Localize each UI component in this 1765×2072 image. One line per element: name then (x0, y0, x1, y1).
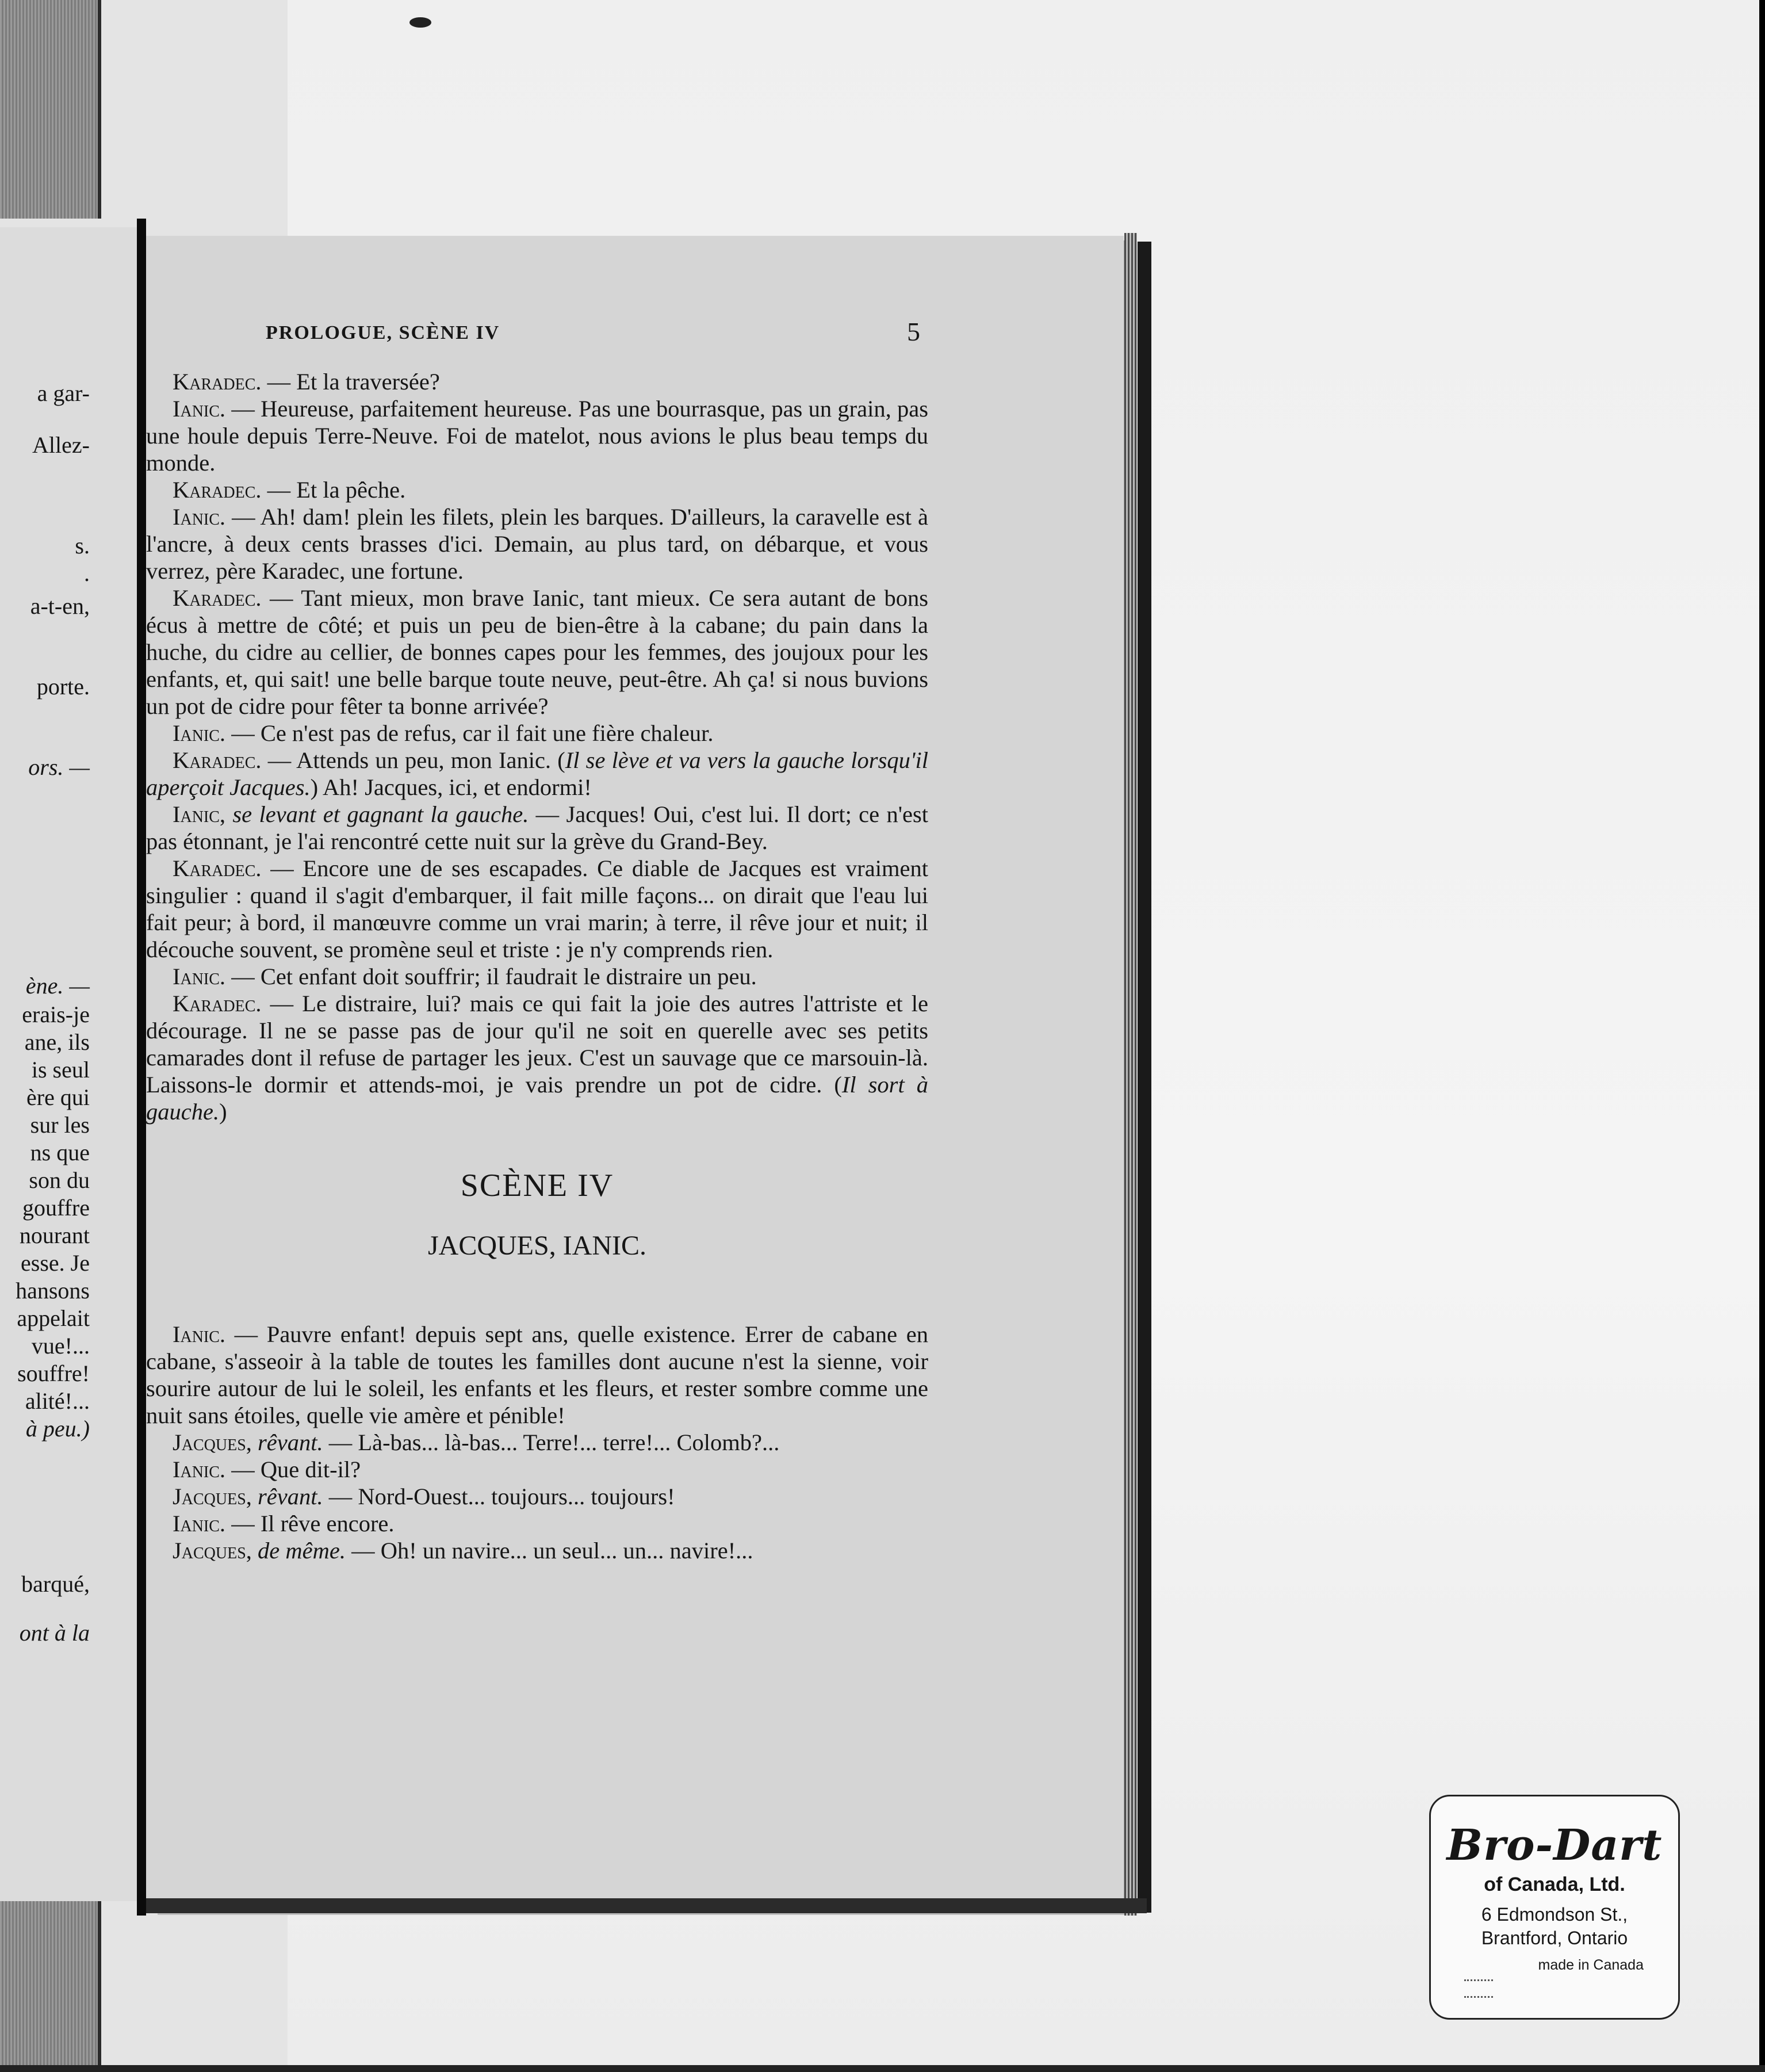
label-company: of Canada, Ltd. (1484, 1874, 1625, 1895)
scan-edge (0, 2065, 1765, 2072)
dialogue-paragraph (146, 855, 928, 963)
stage-direction: Il sort à gauche. (146, 1072, 928, 1125)
speech: — Et la pêche. (261, 477, 406, 503)
union-mark-icon (1464, 1979, 1493, 1998)
speaker: Ianic. (173, 1511, 226, 1536)
dialogue-paragraph (146, 584, 928, 720)
dialogue-paragraph (146, 395, 928, 476)
running-head (266, 317, 921, 346)
dialogue-paragraph (146, 1537, 928, 1564)
speaker: Ianic. (173, 720, 226, 746)
speaker: Ianic. (173, 1456, 226, 1482)
bro-dart-label (1429, 1795, 1680, 2020)
speech: — Attends un peu, mon Ianic. ( (261, 747, 565, 773)
speech: — Que dit-il? (225, 1456, 361, 1482)
left-line: sur les (30, 1112, 90, 1138)
speech: — Tant mieux, mon brave Ianic, tant mieux. Ce sera autant de bons écus à mettre de côté; et puis un peu de bien-être à la cabane; du pain dans la huche, du cidre au cellier, de bonnes capes pour les femmes, des joujoux pour les enfants, et, qui sait! une belle barque toute neuve, peut-être. Ah ça! si nous buvions un pot de cidre pour fêter ta bonne arrivée? (146, 585, 928, 719)
dialogue-paragraph (146, 963, 928, 990)
stage-direction: de même. (251, 1538, 346, 1563)
speech-continued: ) (219, 1099, 227, 1125)
scene-characters: JACQUES, IANIC. (427, 1230, 646, 1261)
dialogue-paragraph (146, 1429, 928, 1456)
speaker: Karadec. (173, 855, 262, 881)
label-made-in: made in Canada (1538, 1957, 1644, 1973)
book-cover-bottom (146, 1898, 1147, 1913)
speaker: Jacques, (173, 1429, 252, 1455)
speaker: Karadec. (173, 477, 262, 503)
speech: — Oh! un navire... un seul... un... navire!... (345, 1538, 753, 1563)
speaker: Ianic. (173, 504, 226, 530)
left-line: gouffre (22, 1195, 90, 1221)
left-line: esse. Je (21, 1250, 90, 1276)
speaker: Karadec. (173, 991, 262, 1016)
book-cover-edge (1138, 242, 1151, 1913)
left-line: s. (75, 533, 90, 559)
left-line: . (84, 560, 90, 586)
previous-page (0, 227, 137, 1901)
speech: — Le distraire, lui? mais ce qui fait la joie des autres l'attriste et le décourage. Il ne se passe pas de jour qu'il ne soit en querelle avec ses petits camarades dont il refuse de partager les jeux. C'est un sauvage que ce marsouin-là. Laissons-le dormir et attends-moi, je vais prendre un pot de cidre. ( (146, 991, 928, 1098)
left-line: ors. — (28, 754, 90, 780)
left-line: appelait (17, 1305, 90, 1331)
speaker: Karadec. (173, 369, 262, 395)
speech: — Pauvre enfant! depuis sept ans, quelle existence. Errer de cabane en cabane, s'asseoir à la table de toutes les familles dont aucune n'est la sienne, voir sourire autour de lui le soleil, les enfants et les fleurs, et rester sombre comme une nuit sans étoiles, quelle vie amère et pénible! (146, 1321, 928, 1428)
speech: — Heureuse, parfaitement heureuse. Pas une bourrasque, pas un grain, pas une houle depuis Terre-Neuve. Foi de matelot, nous avions le plus beau temps du monde. (146, 396, 928, 476)
left-line: son du (29, 1167, 90, 1193)
left-line: ane, ils (24, 1029, 90, 1055)
left-line: à peu.) (25, 1416, 90, 1442)
left-line: ène. — (25, 973, 90, 999)
speech: — Nord-Ouest... toujours... toujours! (323, 1484, 675, 1509)
scan-edge-right (1759, 0, 1765, 2065)
binding-cloth-top (0, 0, 101, 219)
speaker: Jacques, (173, 1484, 252, 1509)
speaker: Jacques, (173, 1538, 252, 1563)
dialogue-paragraph (146, 1483, 928, 1510)
left-line: Allez- (32, 432, 90, 458)
text-block (146, 368, 928, 1564)
dialogue-paragraph (146, 368, 928, 395)
speech: — Il rêve encore. (225, 1511, 395, 1536)
left-line: erais-je (22, 1001, 90, 1027)
dialogue-paragraph (146, 801, 928, 855)
left-line: barqué, (21, 1571, 90, 1597)
left-line: is seul (31, 1057, 90, 1083)
speaker: Karadec. (173, 585, 262, 611)
left-line: ère qui (26, 1084, 90, 1110)
book-gutter (137, 219, 146, 1916)
dialogue-paragraph (146, 503, 928, 584)
speaker: Ianic. (173, 964, 226, 989)
speech: — Encore une de ses escapades. Ce diable de Jacques est vraiment singulier : quand il s'agit d'embarquer, il fait mille façons... on dirait que l'eau lui fait peur; à bord, il manœuvre comme un vrai marin; à terre, il rêve jour et nuit; il découche souvent, se promène seul et triste : je n'y comprends rien. (146, 855, 928, 962)
speech: — Ah! dam! plein les filets, plein les barques. D'ailleurs, la caravelle est à l'ancre, à deux cents brasses d'ici. Demain, au plus tard, on débarque, et vous verrez, père Karadec, une fortune. (146, 504, 928, 584)
dialogue-paragraph (146, 747, 928, 801)
left-line: ont à la (19, 1620, 90, 1646)
speaker: Karadec. (173, 747, 262, 773)
left-line: porte. (36, 674, 90, 699)
dialogue-paragraph (146, 990, 928, 1125)
speaker: Ianic. (173, 396, 226, 422)
dialogue-paragraph (146, 1321, 928, 1429)
left-line: souffre! (17, 1360, 90, 1386)
dialogue-paragraph (146, 1510, 928, 1537)
stage-direction: rêvant. (251, 1429, 323, 1455)
left-line: ns que (30, 1140, 90, 1165)
dialogue-paragraph (146, 1456, 928, 1483)
speech-continued: ) Ah! Jacques, ici, et endormi! (310, 774, 592, 800)
scene-title: SCÈNE IV (460, 1168, 614, 1203)
left-line: vue!... (31, 1333, 90, 1359)
speaker: Ianic. (173, 1321, 226, 1347)
binding-cloth-bottom (0, 1893, 101, 2065)
left-line: nourant (19, 1222, 90, 1248)
left-line: hansons (16, 1278, 90, 1303)
dust-speck (409, 17, 431, 28)
page-edges (1124, 233, 1137, 1916)
speech: — Là-bas... là-bas... Terre!... terre!... Colomb?... (323, 1429, 780, 1455)
speaker: Ianic, (173, 801, 226, 827)
speech: — Cet enfant doit souffrir; il faudrait le distraire un peu. (225, 964, 757, 989)
label-street: 6 Edmondson St., (1481, 1904, 1628, 1925)
page-number: 5 (907, 317, 921, 346)
stage-direction: se levant et gagnant la gauche. (225, 801, 529, 827)
stage-direction: Il se lève et va vers la gauche lorsqu'il aperçoit Jacques. (146, 747, 928, 800)
label-city: Brantford, Ontario (1481, 1928, 1628, 1948)
dialogue-paragraph (146, 476, 928, 503)
speech: — Ce n'est pas de refus, car il fait une fière chaleur. (225, 720, 714, 746)
left-line: a gar- (37, 380, 90, 406)
speech: — Jacques! Oui, c'est lui. Il dort; ce n'est pas étonnant, je l'ai rencontré cette nuit sur la grève du Grand-Bey. (146, 801, 928, 854)
stage-direction: rêvant. (251, 1484, 323, 1509)
running-head-title: PROLOGUE, SCÈNE IV (266, 322, 500, 343)
speech: — Et la traversée? (261, 369, 440, 395)
left-line: alité!... (25, 1388, 90, 1414)
label-brand: Bro-Dart (1446, 1821, 1663, 1870)
left-line: a-t-en, (30, 593, 90, 619)
dialogue-paragraph (146, 720, 928, 747)
